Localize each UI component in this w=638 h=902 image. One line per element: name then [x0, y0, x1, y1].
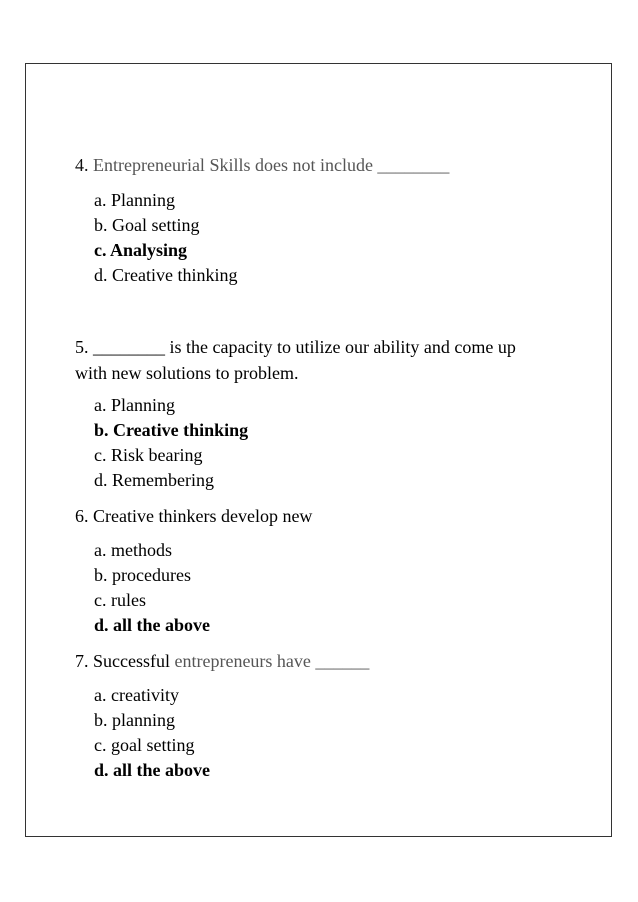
question-number: 6. — [75, 506, 89, 526]
option-c-correct: c. Analysing — [94, 240, 188, 260]
options-7 — [94, 683, 210, 783]
question-text: entrepreneurs have ______ — [174, 651, 370, 671]
question-text-lead: Successful — [93, 651, 170, 671]
question-number: 4. — [75, 155, 89, 175]
option-c: c. goal setting — [94, 735, 195, 755]
question-number: 7. — [75, 651, 89, 671]
question-7 — [75, 648, 369, 674]
option-b: b. procedures — [94, 565, 191, 585]
question-text: Entrepreneurial Skills does not include ________ — [93, 155, 450, 175]
option-d: d. Remembering — [94, 470, 214, 490]
question-text: Creative thinkers develop new — [93, 506, 313, 526]
option-a: a. Planning — [94, 395, 175, 415]
options-4 — [94, 188, 237, 288]
question-6 — [75, 503, 312, 529]
option-a: a. Planning — [94, 190, 175, 210]
options-6 — [94, 538, 210, 638]
option-d-correct: d. all the above — [94, 615, 211, 635]
question-number: 5. — [75, 337, 89, 357]
option-c: c. rules — [94, 590, 146, 610]
question-4 — [75, 152, 449, 178]
option-b: b. Goal setting — [94, 215, 200, 235]
option-b-correct: b. Creative thinking — [94, 420, 249, 440]
option-a: a. methods — [94, 540, 172, 560]
option-b: b. planning — [94, 710, 175, 730]
question-5 — [75, 334, 545, 386]
option-a: a. creativity — [94, 685, 179, 705]
options-5 — [94, 393, 248, 493]
option-d-correct: d. all the above — [94, 760, 211, 780]
option-d: d. Creative thinking — [94, 265, 238, 285]
option-c: c. Risk bearing — [94, 445, 203, 465]
question-text: ________ is the capacity to utilize our ability and come up with new solutions to problem. — [75, 337, 516, 383]
